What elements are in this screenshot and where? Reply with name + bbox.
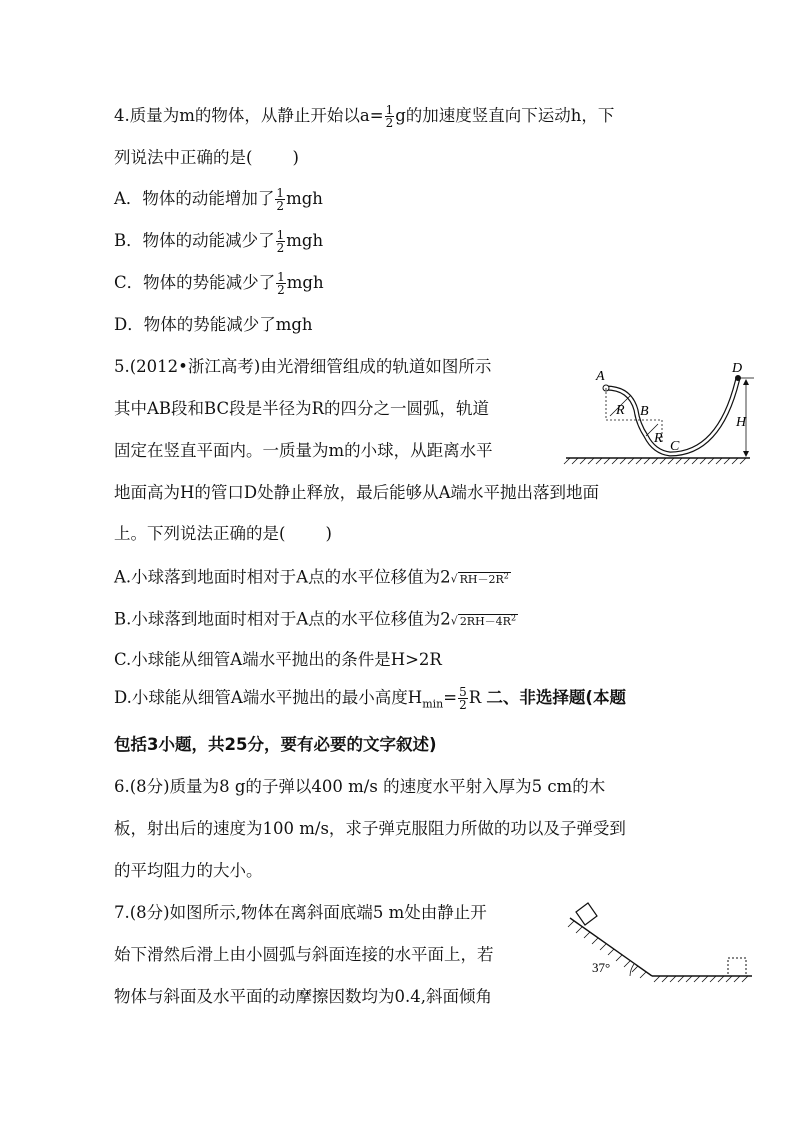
q4-paren-close: ) xyxy=(292,148,299,167)
label-A: A xyxy=(596,369,605,384)
section-heading-part1: 二、非选择题(本题 xyxy=(486,688,626,707)
q5-opt-d-post: R xyxy=(468,688,482,707)
q5-opt-d-fraction xyxy=(458,686,468,711)
q4-stem-line2-text: 列说法中正确的是( xyxy=(114,148,253,167)
q5-line2: 其中AB段和BC段是半径为R的四分之一圆弧，轨道 xyxy=(114,399,490,418)
q5-line4: 地面高为H的管口D处静止释放，最后能够从A端水平抛出落到地面 xyxy=(114,483,600,502)
q4-opt-b-text: B．物体的动能减少了 xyxy=(114,231,275,250)
label-B: B xyxy=(640,404,649,419)
frac-denominator: 2 xyxy=(276,199,285,213)
q5-option-b xyxy=(114,607,518,633)
q5-opt-d-text: D.小球能从细管A端水平抛出的最小高度H xyxy=(114,688,423,707)
frac-denominator: 2 xyxy=(385,116,394,130)
sqrt-expression: √ $2RH-4R^2$ xyxy=(450,613,517,628)
q7-line1: 7.(8分)如图所示,物体在离斜面底端5 m处由静止开 xyxy=(114,903,487,922)
q4-opt-a-text: A．物体的动能增加了 xyxy=(114,189,275,208)
q4-opt-c-suffix: mgh xyxy=(286,273,324,292)
subscript-min: min xyxy=(422,697,444,711)
q4-stem-line1 xyxy=(114,104,614,129)
frac-numerator: 1 xyxy=(276,186,285,200)
frac-numerator: 1 xyxy=(277,270,285,284)
q7-incline-diagram xyxy=(560,898,760,990)
q4-option-b xyxy=(114,229,323,254)
q4-opt-b-fraction xyxy=(276,229,286,254)
sqrt-expression: √ $RH-2R^2$ xyxy=(450,571,509,586)
exponent: 2 xyxy=(510,613,517,622)
label-R2: R xyxy=(654,431,663,446)
frac-denominator: 2 xyxy=(276,241,285,255)
q4-option-c xyxy=(114,271,324,296)
exponent: 2 xyxy=(503,571,509,580)
section-heading-part2: 包括3小题，共25分，要有必要的文字叙述) xyxy=(114,735,437,754)
frac-numerator: 1 xyxy=(385,103,394,117)
label-C: C xyxy=(670,439,680,454)
q4-opt-a-suffix: mgh xyxy=(286,189,323,208)
q4-opt-c-fraction xyxy=(276,271,286,296)
frac-denominator: 2 xyxy=(459,698,467,712)
angle-label: 37° xyxy=(592,960,611,975)
frac-numerator: 5 xyxy=(459,685,467,699)
q5-opt-a-text: A.小球落到地面时相对于A点的水平位移值为2 xyxy=(114,567,451,587)
q5-paren-close: ) xyxy=(325,524,332,543)
q5-line3: 固定在竖直平面内。一质量为m的小球，从距离水平 xyxy=(114,441,493,460)
q4-fraction xyxy=(385,104,395,129)
q5-line5 xyxy=(114,523,332,545)
q5-option-d xyxy=(114,686,626,715)
q5-line5-text: 上。下列说法正确的是( xyxy=(114,524,286,543)
q4-stem-line2 xyxy=(114,147,299,169)
q4-stem-b: g的加速度竖直向下运动h，下 xyxy=(395,106,615,125)
q5-option-a xyxy=(114,565,511,591)
q5-track-diagram xyxy=(560,358,760,468)
q7-line2: 始下滑然后滑上由小圆弧与斜面连接的水平面上，若 xyxy=(114,945,494,964)
q4-stem-a: 4.质量为m的物体，从静止开始以a= xyxy=(114,106,384,125)
frac-denominator: 2 xyxy=(277,283,285,297)
q4-opt-c-text: C．物体的势能减少了 xyxy=(114,273,276,292)
q6-line2: 板，射出后的速度为100 m/s，求子弹克服阻力所做的功以及子弹受到 xyxy=(114,819,626,838)
q4-opt-a-fraction xyxy=(275,187,285,212)
q4-option-a xyxy=(114,187,323,212)
q6-line3: 的平均阻力的大小。 xyxy=(114,861,263,880)
q6-line1: 6.(8分)质量为8 g的子弹以400 m/s 的速度水平射入厚为5 cm的木 xyxy=(114,777,606,796)
radicand: 2RH－4R xyxy=(459,614,511,628)
q5-line1: 5.(2012•浙江高考)由光滑细管组成的轨道如图所示 xyxy=(114,357,492,376)
frac-numerator: 1 xyxy=(276,228,285,242)
q7-line3: 物体与斜面及水平面的动摩擦因数均为0.4,斜面倾角 xyxy=(114,987,492,1006)
q4-option-d: D．物体的势能减少了mgh xyxy=(114,315,313,334)
label-H: H xyxy=(736,415,747,430)
equals: = xyxy=(443,688,458,707)
q4-opt-b-suffix: mgh xyxy=(286,231,324,250)
label-D: D xyxy=(732,361,743,376)
q5-opt-b-text: B.小球落到地面时相对于A点的水平位移值为2 xyxy=(114,609,451,629)
label-R1: R xyxy=(616,403,625,418)
q5-option-c: C.小球能从细管A端水平抛出的条件是H>2R xyxy=(114,650,442,669)
radicand: RH－2R xyxy=(459,572,504,586)
